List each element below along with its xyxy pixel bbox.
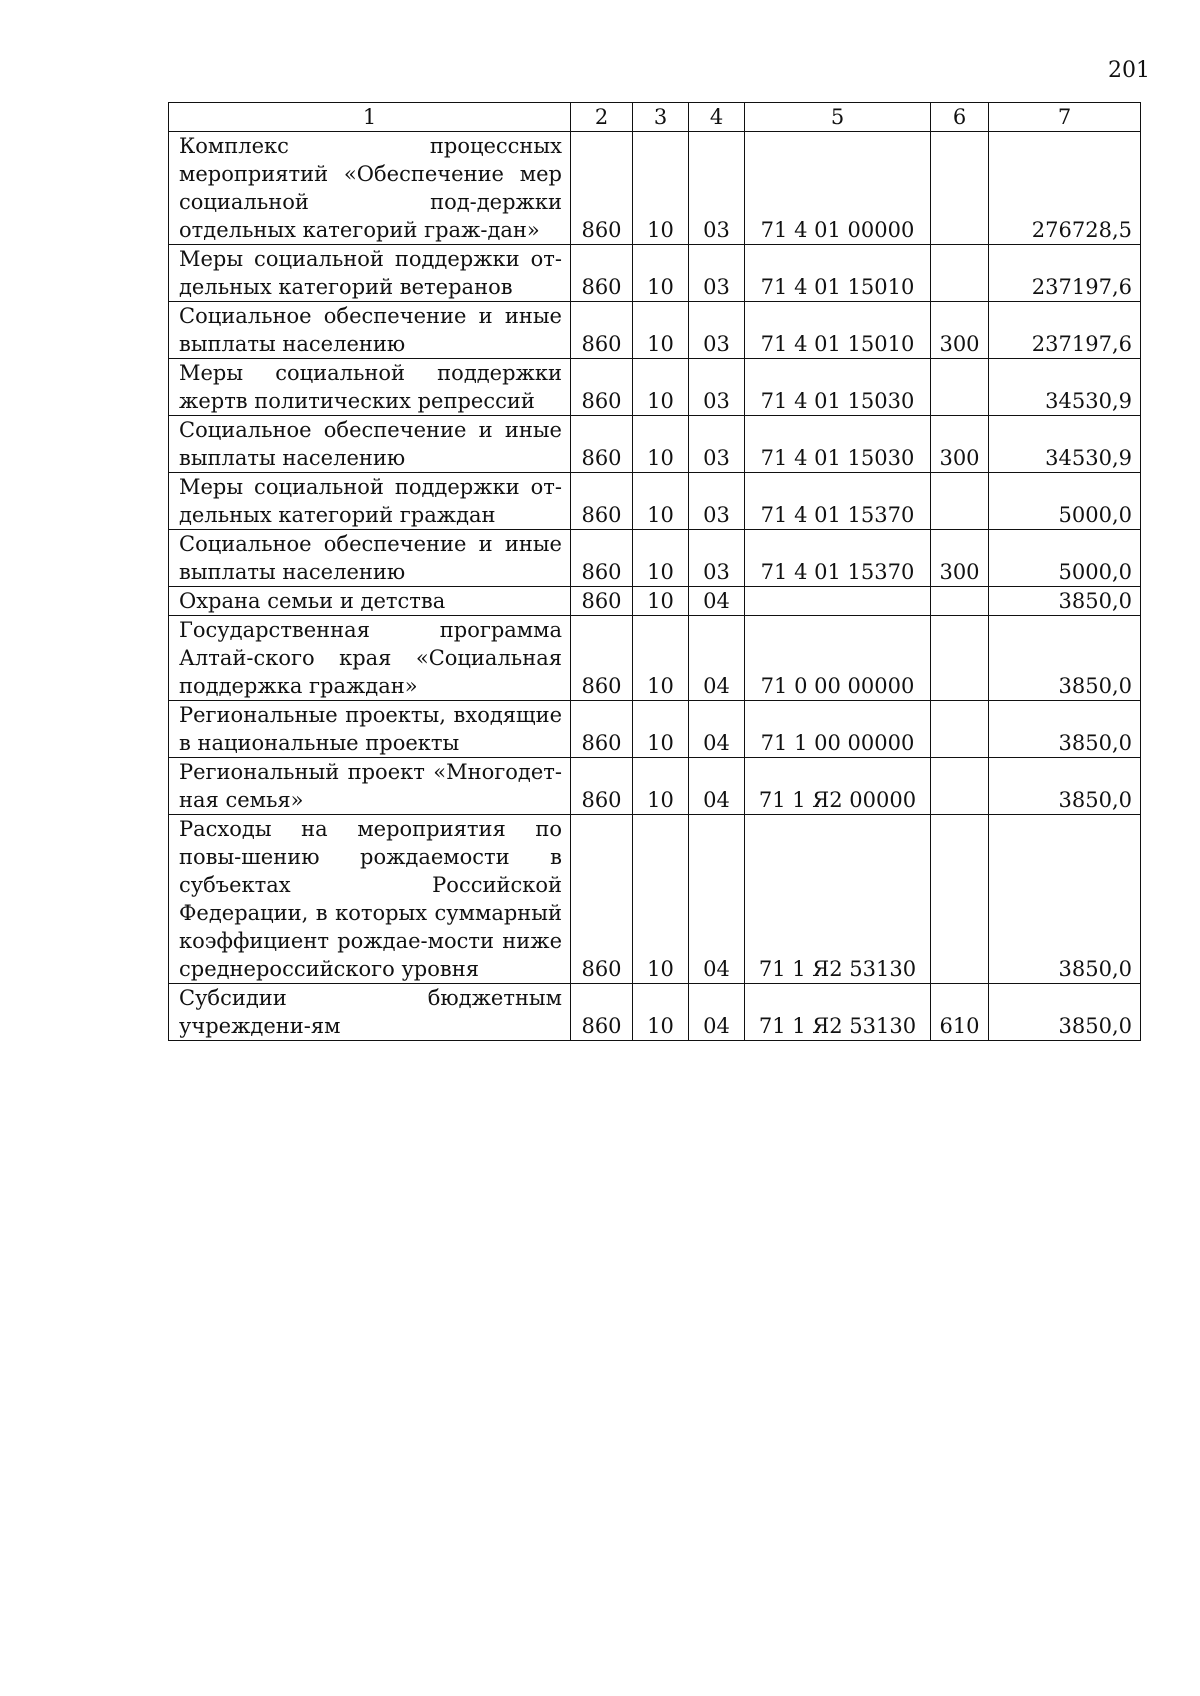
cell-ministry-code: 860 (571, 302, 633, 359)
cell-amount: 34530,9 (989, 359, 1141, 416)
table-header-row (169, 103, 1141, 132)
cell-target-article: 71 4 01 15370 (745, 530, 931, 587)
table-row (169, 616, 1141, 701)
cell-amount: 3850,0 (989, 758, 1141, 815)
cell-section: 10 (633, 530, 689, 587)
cell-target-article: 71 4 01 00000 (745, 132, 931, 245)
table-row (169, 758, 1141, 815)
table-row (169, 245, 1141, 302)
cell-target-article: 71 4 01 15030 (745, 416, 931, 473)
cell-subsection: 04 (689, 984, 745, 1041)
cell-amount: 237197,6 (989, 302, 1141, 359)
header-col-1: 1 (169, 103, 571, 132)
cell-amount: 237197,6 (989, 245, 1141, 302)
cell-ministry-code: 860 (571, 530, 633, 587)
cell-ministry-code: 860 (571, 815, 633, 984)
cell-expense-type (931, 815, 989, 984)
cell-subsection: 03 (689, 302, 745, 359)
cell-amount: 276728,5 (989, 132, 1141, 245)
row-description: Меры социальной поддержки от-дельных категорий граждан (169, 473, 571, 530)
header-col-3: 3 (633, 103, 689, 132)
cell-ministry-code: 860 (571, 587, 633, 616)
table-row (169, 701, 1141, 758)
cell-subsection: 03 (689, 245, 745, 302)
cell-expense-type (931, 701, 989, 758)
cell-expense-type (931, 758, 989, 815)
cell-amount: 34530,9 (989, 416, 1141, 473)
cell-ministry-code: 860 (571, 701, 633, 758)
cell-amount: 3850,0 (989, 984, 1141, 1041)
cell-ministry-code: 860 (571, 132, 633, 245)
cell-amount: 5000,0 (989, 530, 1141, 587)
table-row (169, 416, 1141, 473)
cell-section: 10 (633, 758, 689, 815)
row-description: Социальное обеспечение и иные выплаты населению (169, 416, 571, 473)
cell-ministry-code: 860 (571, 984, 633, 1041)
cell-expense-type: 300 (931, 530, 989, 587)
cell-subsection: 04 (689, 616, 745, 701)
cell-expense-type (931, 245, 989, 302)
cell-amount: 3850,0 (989, 701, 1141, 758)
row-description: Социальное обеспечение и иные выплаты населению (169, 302, 571, 359)
header-col-2: 2 (571, 103, 633, 132)
cell-target-article: 71 1 00 00000 (745, 701, 931, 758)
cell-target-article: 71 1 Я2 53130 (745, 815, 931, 984)
cell-ministry-code: 860 (571, 359, 633, 416)
header-col-6: 6 (931, 103, 989, 132)
table-row (169, 984, 1141, 1041)
row-description: Субсидии бюджетным учреждени-ям (169, 984, 571, 1041)
cell-ministry-code: 860 (571, 616, 633, 701)
cell-amount: 5000,0 (989, 473, 1141, 530)
cell-section: 10 (633, 132, 689, 245)
table-row (169, 302, 1141, 359)
cell-ministry-code: 860 (571, 416, 633, 473)
table-row (169, 473, 1141, 530)
table-body (169, 132, 1141, 1041)
row-description: Меры социальной поддержки от-дельных категорий ветеранов (169, 245, 571, 302)
cell-subsection: 04 (689, 758, 745, 815)
row-description: Охрана семьи и детства (169, 587, 571, 616)
header-col-5: 5 (745, 103, 931, 132)
cell-amount: 3850,0 (989, 587, 1141, 616)
row-description: Государственная программа Алтай-ского края «Социальная поддержка граждан» (169, 616, 571, 701)
cell-expense-type (931, 616, 989, 701)
table-row (169, 530, 1141, 587)
cell-section: 10 (633, 701, 689, 758)
cell-subsection: 03 (689, 359, 745, 416)
cell-target-article (745, 587, 931, 616)
table-row (169, 587, 1141, 616)
budget-table (168, 102, 1141, 1041)
row-description: Социальное обеспечение и иные выплаты населению (169, 530, 571, 587)
cell-section: 10 (633, 245, 689, 302)
table-row (169, 815, 1141, 984)
cell-subsection: 03 (689, 132, 745, 245)
cell-subsection: 03 (689, 530, 745, 587)
cell-target-article: 71 4 01 15010 (745, 245, 931, 302)
cell-expense-type: 300 (931, 302, 989, 359)
row-description: Меры социальной поддержки жертв политических репрессий (169, 359, 571, 416)
cell-target-article: 71 1 Я2 00000 (745, 758, 931, 815)
cell-expense-type (931, 359, 989, 416)
cell-section: 10 (633, 359, 689, 416)
cell-section: 10 (633, 616, 689, 701)
table-row (169, 359, 1141, 416)
cell-subsection: 04 (689, 587, 745, 616)
cell-ministry-code: 860 (571, 473, 633, 530)
header-col-4: 4 (689, 103, 745, 132)
cell-expense-type: 300 (931, 416, 989, 473)
cell-subsection: 04 (689, 815, 745, 984)
cell-target-article: 71 4 01 15030 (745, 359, 931, 416)
cell-subsection: 03 (689, 416, 745, 473)
row-description: Региональные проекты, входящие в национальные проекты (169, 701, 571, 758)
cell-section: 10 (633, 587, 689, 616)
cell-target-article: 71 4 01 15370 (745, 473, 931, 530)
cell-section: 10 (633, 416, 689, 473)
cell-target-article: 71 1 Я2 53130 (745, 984, 931, 1041)
cell-expense-type (931, 587, 989, 616)
cell-subsection: 04 (689, 701, 745, 758)
cell-section: 10 (633, 302, 689, 359)
cell-ministry-code: 860 (571, 245, 633, 302)
row-description: Региональный проект «Многодет-ная семья» (169, 758, 571, 815)
cell-amount: 3850,0 (989, 616, 1141, 701)
cell-amount: 3850,0 (989, 815, 1141, 984)
cell-target-article: 71 4 01 15010 (745, 302, 931, 359)
cell-expense-type: 610 (931, 984, 989, 1041)
cell-section: 10 (633, 473, 689, 530)
cell-section: 10 (633, 815, 689, 984)
row-description: Расходы на мероприятия по повы-шению рождаемости в субъектах Российской Федерации, в которых суммарный коэффициент рождае-мости ниже среднероссийского уровня (169, 815, 571, 984)
cell-expense-type (931, 132, 989, 245)
table-row (169, 132, 1141, 245)
cell-section: 10 (633, 984, 689, 1041)
header-col-7: 7 (989, 103, 1141, 132)
page-number: 201 (1108, 58, 1150, 83)
cell-expense-type (931, 473, 989, 530)
cell-target-article: 71 0 00 00000 (745, 616, 931, 701)
row-description: Комплекс процессных мероприятий «Обеспечение мер социальной под-держки отдельных категорий граж-дан» (169, 132, 571, 245)
cell-subsection: 03 (689, 473, 745, 530)
cell-ministry-code: 860 (571, 758, 633, 815)
